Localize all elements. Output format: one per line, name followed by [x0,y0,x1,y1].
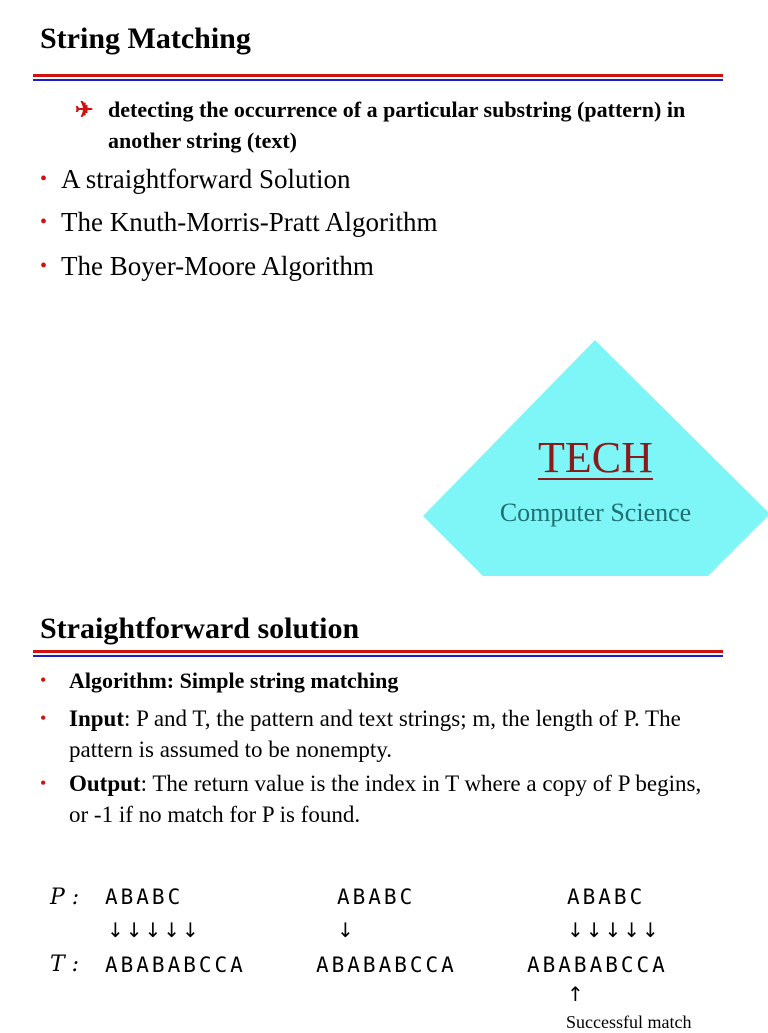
algorithm-text: Algorithm: Simple string matching [69,668,399,693]
slide-title: String Matching [40,22,251,55]
tech-badge [423,340,768,576]
text-3: ABABABCCA [527,953,668,977]
input-text: : P and T, the pattern and text strings; m, the length of P. The pattern is assumed to be nonempty. [69,706,681,762]
badge-title: TECH [538,433,653,482]
list-item [40,251,374,282]
sub-bullet [75,94,715,156]
bullet-icon: • [40,670,47,690]
input-label: Input [69,706,124,731]
bullet-icon: • [40,211,48,233]
slide2-title: Straightforward solution [40,612,360,645]
list-item-text: The Boyer-Moore Algorithm [61,251,374,281]
bullet-icon: • [40,255,48,277]
t-label: T : [50,952,80,977]
output-label: Output [69,771,141,796]
bullet-icon: • [40,708,47,728]
title-rule [33,74,723,81]
text-1: ABABABCCA [105,953,246,977]
pattern-3: ABABC [567,885,646,909]
title-rule-2 [33,650,723,657]
output-text: : The return value is the index in T where a copy of P begins, or -1 if no match for P is found. [69,771,702,827]
arrow-2: ↓ [337,918,356,942]
bullet-icon: • [40,773,47,793]
list-item-output [40,768,720,830]
list-item-text: A straightforward Solution [61,164,351,194]
list-item-input [40,703,720,765]
bullet-icon: • [40,168,48,190]
sub-bullet-text: detecting the occurrence of a particular substring (pattern) in another string (text) [108,97,686,153]
match-note: Successful match [566,1012,692,1032]
badge-subtitle: Computer Science [499,498,692,527]
pattern-2: ABABC [337,885,416,909]
list-item [40,164,351,195]
list-item-text: The Knuth-Morris-Pratt Algorithm [61,207,438,237]
arrows-3: ↓↓↓↓↓ [567,918,661,942]
pattern-1: ABABC [105,885,184,909]
airplane-icon: ✈ [75,97,94,122]
list-item-algorithm [40,665,720,696]
text-2: ABABABCCA [316,953,457,977]
list-item [40,207,437,238]
arrows-1: ↓↓↓↓↓ [107,918,201,942]
up-arrow: ↑ [567,982,586,1006]
p-label: P : [50,885,80,910]
